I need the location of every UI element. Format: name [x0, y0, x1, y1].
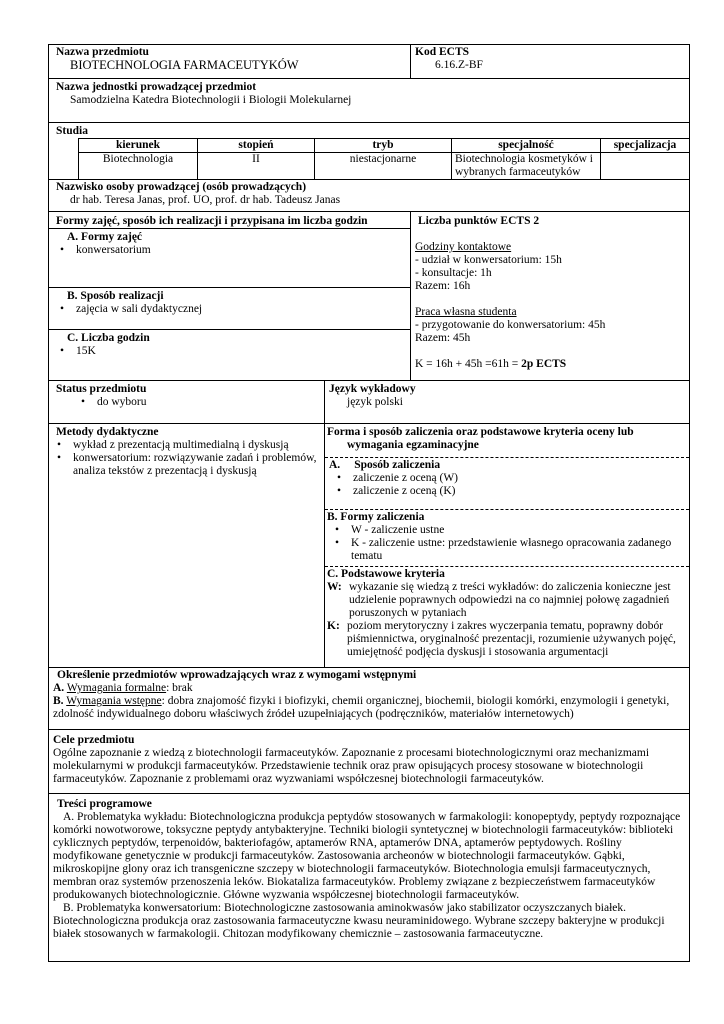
studies-row — [49, 123, 689, 180]
forms-c-list — [54, 345, 410, 358]
prerequisites-row — [49, 668, 689, 730]
course-name-value: BIOTECHNOLOGIA FARMACEUTYKÓW — [70, 58, 299, 72]
ects-code-label: Kod ECTS — [415, 46, 470, 58]
ects-code-value: 6.16.Z-BF — [435, 59, 483, 71]
self-work-total: Razem: 45h — [415, 332, 471, 344]
criteria-w-label: W: — [327, 581, 342, 593]
contact-hours-total: Razem: 16h — [415, 280, 471, 292]
lecturer-row — [49, 180, 689, 212]
unit-label: Nazwa jednostki prowadzącej przedmiot — [56, 81, 257, 93]
header-specjalnosc: specjalność — [452, 139, 601, 153]
prerequisites-label: Określenie przedmiotów wprowadzających wraz z wymogami wstępnymi — [57, 669, 417, 681]
contact-hours-line-2: - konsultacje: 1h — [415, 267, 492, 279]
assessment-b-item-w: • W - zaliczenie ustne — [351, 524, 689, 537]
assessment-header-line-2: wymagania egzaminacyjne — [347, 439, 479, 451]
assessment-header-line-1: Forma i sposób zaliczenia oraz podstawowe kryteria oceny lub — [327, 426, 634, 438]
studies-table — [78, 138, 690, 180]
prerequisites-b — [53, 695, 685, 721]
content-lecture-text: A. Problematyka wykładu: Biotechnologiczna produkcja peptydów stosowanych w farmakologii: konopeptydy, peptydy rozpoznające komórki nowotworowe, toksyczne peptydy antybakteryjne. Techniki biologii syntetycznej w biotechnologii farmaceutyków: biblioteki cyklicznych peptydów, terpenoidów, bakteriofagów, aptamerów RNA, aptamerów DNA, aptamerów peptydowych. Rośliny modyfikowane genetycznie w produkcji farmaceutyków. Zastosowania archeonów w biotechnologii farmaceutyków. Gąbki, mikroskopijne glony oraz ich transgeniczne szczepy w biotechnologii farmaceutyków. Biotechnologia emulsji farmaceutycznych, membran oraz systemów przenoszenia leków. Biokataliza farmaceutyków. Problemy związane z bezpieczeństwem farmaceutyków produkowanych biotechnologicznie. Główne wyzwania współczesnej biotechnologii farmaceutyków. — [53, 811, 681, 901]
prerequisites-b-text: : dobra znajomość fizyki i biofizyki, chemii organicznej, biochemii, biologii komórki, enzymologii i genetyki, zdolność indywidualnego doboru właściwych źródeł uzupełniających (podręczników, materiałów internetowych) — [53, 695, 670, 720]
prerequisites-a — [53, 682, 685, 695]
ects-cell — [411, 212, 689, 380]
assessment-a-number: A. — [329, 459, 341, 471]
forms-header: Formy zajęć, sposób ich realizacji i przypisana im liczba godzin — [49, 212, 410, 229]
methods-label: Metody dydaktyczne — [56, 426, 159, 438]
forms-a-list — [54, 244, 410, 257]
criteria-w-text: wykazanie się wiedzą z treści wykładów: do zaliczenia konieczne jest udzielenie poprawnych odpowiedzi na co najmniej połowę zagadnień poruszonych w pytaniach — [349, 581, 671, 619]
unit-row — [49, 79, 689, 123]
value-kierunek: Biotechnologia — [79, 153, 198, 180]
methods-assessment-row — [49, 424, 689, 668]
assessment-b-title: B. Formy zaliczenia — [327, 511, 425, 523]
forms-a-block — [49, 229, 410, 288]
assessment-a-title — [329, 459, 689, 472]
objectives-label: Cele przedmiotu — [53, 734, 135, 746]
methods-list — [56, 439, 324, 478]
forms-c-block — [49, 330, 410, 380]
content-row — [49, 794, 689, 961]
forms-b-title: B. Sposób realizacji — [67, 290, 164, 302]
course-name-row — [49, 45, 689, 79]
value-tryb: niestacjonarne — [315, 153, 452, 180]
self-work-line-1: - przygotowanie do konwersatorium: 45h — [415, 319, 606, 331]
prerequisites-a-label: Wymagania formalne — [66, 682, 167, 694]
course-name-cell — [49, 45, 411, 78]
methods-item-lecture: • wykład z prezentacją multimedialną i dyskusją — [73, 439, 324, 452]
language-cell — [325, 381, 689, 423]
content-seminar-text: B. Problematyka konwersatorium: Biotechnologiczne zastosowania aminokwasów jako stabilizator oczyszczanych białek. Biotechnologiczna produkcja oraz zastosowania farmaceutyczne kwasu neuraminidowego. Wybrane szczepy bakteryjne w produkcji białek stosowanych w farmakologii. Chitozan modyfikowany chemicznie – zastosowania farmaceutyczne. — [53, 902, 665, 940]
ects-sum — [415, 358, 689, 371]
objectives-text: Ogólne zapoznanie z wiedzą z biotechnologii farmaceutyków. Zapoznanie z procesami biotechnologicznymi oraz mechanizmami molekularnymi w produkcji farmaceutyków. Przedstawienie technik oraz praw opisujących procesy stosowane w biotechnologii farmaceutyków. Zapoznanie z problemami oraz wyzwaniami współczesnej biotechnologii farmaceutyków. — [53, 747, 650, 785]
assessment-cell — [325, 424, 689, 667]
assessment-b-block — [325, 509, 689, 566]
contact-hours-title: Godziny kontaktowe — [415, 241, 512, 253]
assessment-a-item-w: • zaliczenie z oceną (W) — [353, 472, 689, 485]
assessment-b-list — [327, 524, 689, 563]
value-stopien: II — [198, 153, 315, 180]
forms-c-title: C. Liczba godzin — [67, 332, 150, 344]
language-label: Język wykładowy — [329, 383, 416, 395]
contact-hours-line-1: - udział w konwersatorium: 15h — [415, 254, 562, 266]
ects-sum-bold: 2p ECTS — [521, 358, 567, 370]
prerequisites-b-label: Wymagania wstępne — [66, 695, 162, 707]
lecturer-value: dr hab. Teresa Janas, prof. UO, prof. dr hab. Tadeusz Janas — [70, 194, 341, 206]
ects-sum-text: K = 16h + 45h =61h = — [415, 358, 522, 370]
unit-value: Samodzielna Katedra Biotechnologii i Biologii Molekularnej — [70, 94, 352, 106]
self-work-title: Praca własna studenta — [415, 306, 517, 318]
forms-a-title: A. Formy zajęć — [67, 231, 143, 243]
status-language-row — [49, 381, 689, 424]
forms-b-item: • zajęcia w sali dydaktycznej — [76, 303, 410, 316]
status-label: Status przedmiotu — [56, 383, 147, 395]
forms-c-item: • 15K — [76, 345, 410, 358]
status-item: • do wyboru — [97, 396, 324, 409]
forms-ects-row — [49, 212, 689, 381]
prerequisites-a-prefix: A. — [53, 682, 65, 694]
criteria-k-label: K: — [327, 620, 340, 632]
assessment-a-item-k: • zaliczenie z oceną (K) — [353, 485, 689, 498]
assessment-header — [325, 424, 689, 457]
objectives-row — [49, 730, 689, 794]
header-specjalizacja: specjalizacja — [601, 139, 690, 153]
studies-header-row — [79, 139, 690, 153]
forms-cell — [49, 212, 411, 380]
criteria-w — [327, 581, 689, 620]
header-kierunek: kierunek — [79, 139, 198, 153]
status-cell — [49, 381, 325, 423]
assessment-c-title: C. Podstawowe kryteria — [327, 568, 445, 580]
lecturer-label: Nazwisko osoby prowadzącej (osób prowadzących) — [56, 181, 307, 193]
header-stopien: stopień — [198, 139, 315, 153]
criteria-k-text: poziom merytoryczny i zakres wyczerpania tematu, poprawny dobór piśmiennictwa, oryginalność prezentacji, rozumienie używanych pojęć, umiejętność podjęcia dyskusji i stosowania argumentacji — [347, 620, 676, 658]
methods-cell — [49, 424, 325, 667]
assessment-a-list — [329, 472, 689, 498]
forms-a-item: • konwersatorium — [76, 244, 410, 257]
criteria-k — [327, 620, 689, 659]
assessment-c-block — [325, 566, 689, 667]
course-name-label: Nazwa przedmiotu — [56, 46, 149, 58]
language-value: język polski — [347, 396, 403, 408]
header-tryb: tryb — [315, 139, 452, 153]
assessment-a-label: Sposób zaliczenia — [354, 459, 441, 471]
prerequisites-b-prefix: B. — [53, 695, 64, 707]
forms-b-list — [54, 303, 410, 316]
ects-code-cell — [411, 45, 689, 78]
prerequisites-a-text: : brak — [166, 682, 193, 694]
status-list — [56, 396, 324, 409]
value-specjalnosc: Biotechnologia kosmetyków i wybranych farmaceutyków — [452, 153, 601, 180]
studies-label: Studia — [56, 125, 88, 137]
forms-b-block — [49, 288, 410, 330]
assessment-b-item-k: • K - zaliczenie ustne: przedstawienie własnego opracowania zadanego tematu — [351, 537, 689, 563]
content-label: Treści programowe — [57, 798, 152, 810]
ects-title: Liczba punktów ECTS 2 — [418, 215, 540, 227]
syllabus-form — [48, 44, 690, 962]
assessment-a-block — [325, 457, 689, 509]
value-specjalizacja — [601, 153, 690, 180]
methods-item-seminar: • konwersatorium: rozwiązywanie zadań i problemów, analiza tekstów z prezentacją i dyskusją — [73, 452, 324, 478]
studies-data-row — [79, 153, 690, 180]
